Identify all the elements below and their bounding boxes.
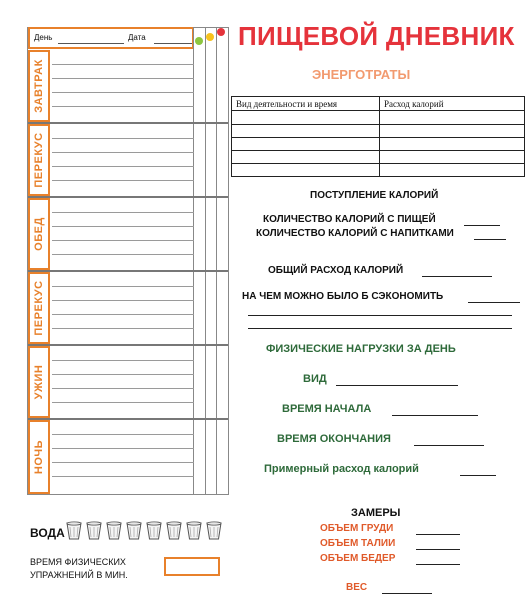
meal-section-snack-1[interactable]: [28, 124, 228, 196]
water-cup-icon[interactable]: [126, 521, 142, 540]
food-calories-label: КОЛИЧЕСТВО КАЛОРИЙ С ПИЩЕЙ: [263, 214, 436, 225]
chest-label: ОБЪЕМ ГРУДИ: [320, 523, 394, 534]
date-label: Дата: [128, 33, 146, 42]
weight-label: ВЕС: [346, 582, 368, 593]
meal-label: ПЕРЕКУС: [33, 132, 45, 188]
activity-end-label: ВРЕМЯ ОКОНЧАНИЯ: [277, 433, 391, 445]
meal-label: ПЕРЕКУС: [33, 280, 45, 336]
savings-line-3[interactable]: [248, 328, 512, 329]
day-line[interactable]: [58, 43, 124, 44]
meal-label-box: [28, 346, 50, 418]
energy-col-activity: Вид деятельности и время: [236, 99, 338, 109]
energy-table[interactable]: [231, 96, 525, 177]
meal-label-box: [28, 198, 50, 270]
total-spend-label: ОБЩИЙ РАСХОД КАЛОРИЙ: [268, 265, 404, 276]
activity-kind-line[interactable]: [336, 385, 458, 386]
water-cup-icon[interactable]: [106, 521, 122, 540]
exercise-time-label: ВРЕМЯ ФИЗИЧЕСКИХ УПРАЖНЕНИЙ В МИН.: [30, 557, 128, 580]
savings-label: НА ЧЕМ МОЖНО БЫЛО Б СЭКОНОМИТЬ: [242, 291, 444, 302]
hips-line[interactable]: [416, 564, 460, 565]
meal-label: ОБЕД: [33, 217, 45, 251]
chest-line[interactable]: [416, 534, 460, 535]
meal-label-box: [28, 420, 50, 494]
water-cup-icon[interactable]: [206, 521, 222, 540]
exercise-time-input[interactable]: [164, 557, 220, 576]
energy-col-calories: Расход калорий: [384, 99, 444, 109]
water-label: ВОДА: [30, 526, 65, 540]
savings-line[interactable]: [468, 302, 520, 303]
meal-label: ЗАВТРАК: [33, 59, 45, 113]
day-date-header: [28, 27, 194, 49]
meal-label-box: [28, 124, 50, 196]
activity-approx-line[interactable]: [460, 475, 496, 476]
day-label: День: [34, 33, 53, 42]
drink-calories-label: КОЛИЧЕСТВО КАЛОРИЙ С НАПИТКАМИ: [256, 228, 454, 239]
water-cup-icon[interactable]: [166, 521, 182, 540]
water-cup-icon[interactable]: [186, 521, 202, 540]
food-calories-line[interactable]: [464, 225, 500, 226]
activity-kind-label: ВИД: [303, 373, 327, 385]
meal-section-lunch[interactable]: [28, 198, 228, 270]
savings-line-2[interactable]: [248, 315, 512, 316]
page-title: ПИЩЕВОЙ ДНЕВНИК: [238, 21, 515, 51]
meal-section-snack-2[interactable]: [28, 272, 228, 344]
activity-approx-label: Примерный расход калорий: [264, 463, 419, 475]
meal-section-night[interactable]: [28, 420, 228, 494]
waist-label: ОБЪЕМ ТАЛИИ: [320, 538, 396, 549]
meal-label: НОЧЬ: [33, 439, 45, 475]
hips-label: ОБЪЕМ БЕДЕР: [320, 553, 396, 564]
activity-title: ФИЗИЧЕСКИЕ НАГРУЗКИ ЗА ДЕНЬ: [266, 343, 456, 355]
activity-start-label: ВРЕМЯ НАЧАЛА: [282, 403, 372, 415]
green-dot-icon: [195, 37, 203, 45]
energy-title: ЭНЕРГОТРАТЫ: [312, 67, 411, 82]
waist-line[interactable]: [416, 549, 460, 550]
red-dot-icon: [217, 28, 225, 36]
drink-calories-line[interactable]: [474, 239, 506, 240]
meal-section-breakfast[interactable]: [28, 50, 228, 122]
water-cup-icon[interactable]: [66, 521, 82, 540]
activity-start-line[interactable]: [392, 415, 478, 416]
meal-label-box: [28, 50, 50, 122]
meal-label: УЖИН: [33, 364, 45, 400]
water-cup-icon[interactable]: [86, 521, 102, 540]
measurements-title: ЗАМЕРЫ: [351, 507, 401, 519]
water-cup-icon[interactable]: [146, 521, 162, 540]
yellow-dot-icon: [206, 33, 214, 41]
intake-title: ПОСТУПЛЕНИЕ КАЛОРИЙ: [310, 190, 439, 201]
activity-end-line[interactable]: [414, 445, 484, 446]
meal-section-dinner[interactable]: [28, 346, 228, 418]
weight-line[interactable]: [382, 593, 432, 594]
meal-label-box: [28, 272, 50, 344]
total-spend-line[interactable]: [422, 276, 492, 277]
date-line[interactable]: [154, 43, 192, 44]
